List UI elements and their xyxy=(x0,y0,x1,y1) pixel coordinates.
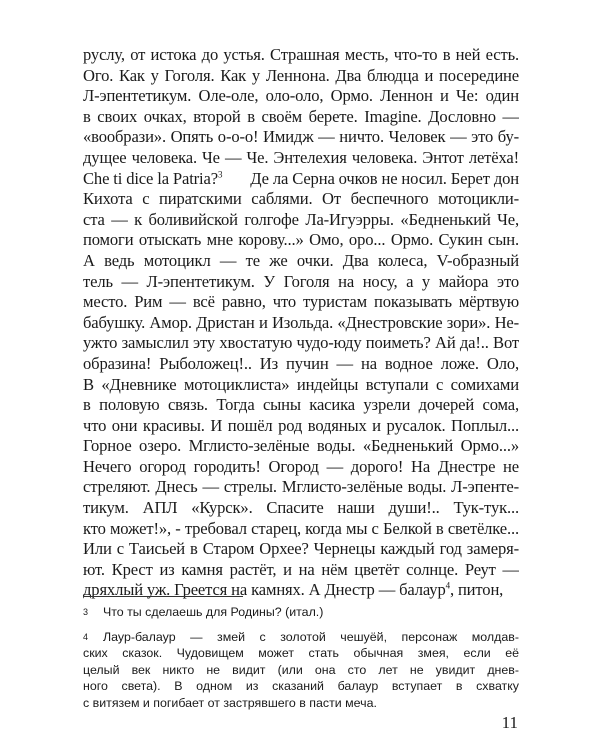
text-fragment xyxy=(83,169,222,190)
text-line: место. Рим — всё равно, что туристам показывать мёртвую xyxy=(83,292,519,312)
text-line: Л-эпентетикум. Оле-оле, оло-оло, Ормо. Леннон и Че: один xyxy=(83,86,519,106)
text-line: дущее человека. Че — Че. Энтелехия человека. Энтот летёха! xyxy=(83,147,519,167)
footnote-divider xyxy=(83,596,243,597)
text-line: что они красивы. И пошёл род водяных и русалок. Поплыл... xyxy=(83,415,519,435)
footnotes xyxy=(83,604,519,720)
main-text xyxy=(83,45,519,601)
footnote-4 xyxy=(83,629,519,712)
page-number: 11 xyxy=(501,713,518,732)
footnote-line: целый век никто не видит (или она сто лет не увидит днев- xyxy=(83,662,519,677)
footnote-number: 3 xyxy=(83,607,89,617)
text-line: В «Дневнике мотоциклиста» индейцы вступали с сомихами xyxy=(83,374,519,394)
footnote-line: Лаур-балаур — змей с золотой чешуёй, персонаж молдав- xyxy=(103,629,519,644)
text-line: Кихота с пиратскими саблями. От беспечного мотоцикли- xyxy=(83,189,519,209)
text-line: помоги отыскать мне корову...» Омо, оро... Ормо. Сукин сын. xyxy=(83,230,519,250)
text-line: Нечего огород городить! Огород — дорого! На Днестре не xyxy=(83,456,519,476)
footnote-text xyxy=(103,604,519,621)
text-fragment-end: , питон, xyxy=(449,580,504,600)
text-line: «вообрази». Опять о-о-о! Имидж — ничто. Человек — это бу- xyxy=(83,127,519,147)
footnote-ref-4: 4 xyxy=(445,580,450,591)
text-line: стреляют. Днесь — стрелы. Мглисто-зелёные воды. Л-эпенте- xyxy=(83,477,519,497)
text-line: Или с Таисьей в Старом Орхее? Чернецы каждый год замеря- xyxy=(83,539,519,559)
text-line: бабушку. Амор. Дристан и Изольда. «Днестровские зори». Не- xyxy=(83,312,519,332)
text-fragment-start: дряхлый уж. Греется на камнях. А Днестр — балаур xyxy=(83,580,446,600)
text-line: Горное озеро. Мглисто-зелёные воды. «Бедненький Ормо...» xyxy=(83,436,519,456)
text-line: ста — к боливийской голгофе Ла-Игуэрры. «Бедненький Че, xyxy=(83,209,519,229)
footnote-line: ских сказок. Чудовищем может стать обычная змея, если её xyxy=(83,646,519,661)
footnote-line: ного света). В одном из сказаний балаур вступает в схватку xyxy=(83,679,519,694)
footnote-number: 4 xyxy=(83,631,89,642)
footnote-line: с витязем и погибает от застрявшего в пасти меча. xyxy=(83,695,377,710)
text-line: Ого. Как у Гоголя. Как у Леннона. Два блюдца и посередине xyxy=(83,65,519,85)
text-line: кто может!», - требовал старец, когда мы с Белкой в светёлке... xyxy=(83,518,519,538)
text-line-with-note xyxy=(83,169,519,190)
footnote-text xyxy=(83,629,519,712)
text-fragment-start: Che ti dice la Patria? xyxy=(83,168,218,188)
text-line: в своих очках, второй в своём берете. Imagine. Дословно — xyxy=(83,106,519,126)
text-line: образина! Рыболожец!.. Из пучин — на водное ложе. Оло, xyxy=(83,353,519,373)
text-line: тель — Л-эпентетикум. У Гоголя на носу, а у майора это xyxy=(83,271,519,291)
text-line: руслу, от истока до устья. Страшная месть, что-то в ней есть. xyxy=(83,45,519,64)
text-line-with-note xyxy=(83,580,519,601)
text-line: тикум. АПЛ «Курск». Спасите наши души!.. Тук-тук... xyxy=(83,498,519,518)
text-fragment-end: Де ла Серна очков не носил. Берет дон xyxy=(250,168,519,188)
text-line: А ведь мотоцикл — те же очки. Два колеса, V-образный xyxy=(83,250,519,270)
footnote-line: Что ты сделаешь для Родины? (итал.) xyxy=(103,605,324,619)
text-line: в половую связь. Тогда сыны касика узрели дочерей сома, xyxy=(83,395,519,415)
text-line: ют. Крест из камня растёт, и на нём цветёт солнце. Реут — xyxy=(83,559,519,579)
text-line: ужто замыслил эту хвостатую чудо-юду поиметь? Ай да!.. Вот xyxy=(83,333,519,353)
footnote-ref-3: 3 xyxy=(217,169,223,180)
footnote-3 xyxy=(83,604,519,621)
